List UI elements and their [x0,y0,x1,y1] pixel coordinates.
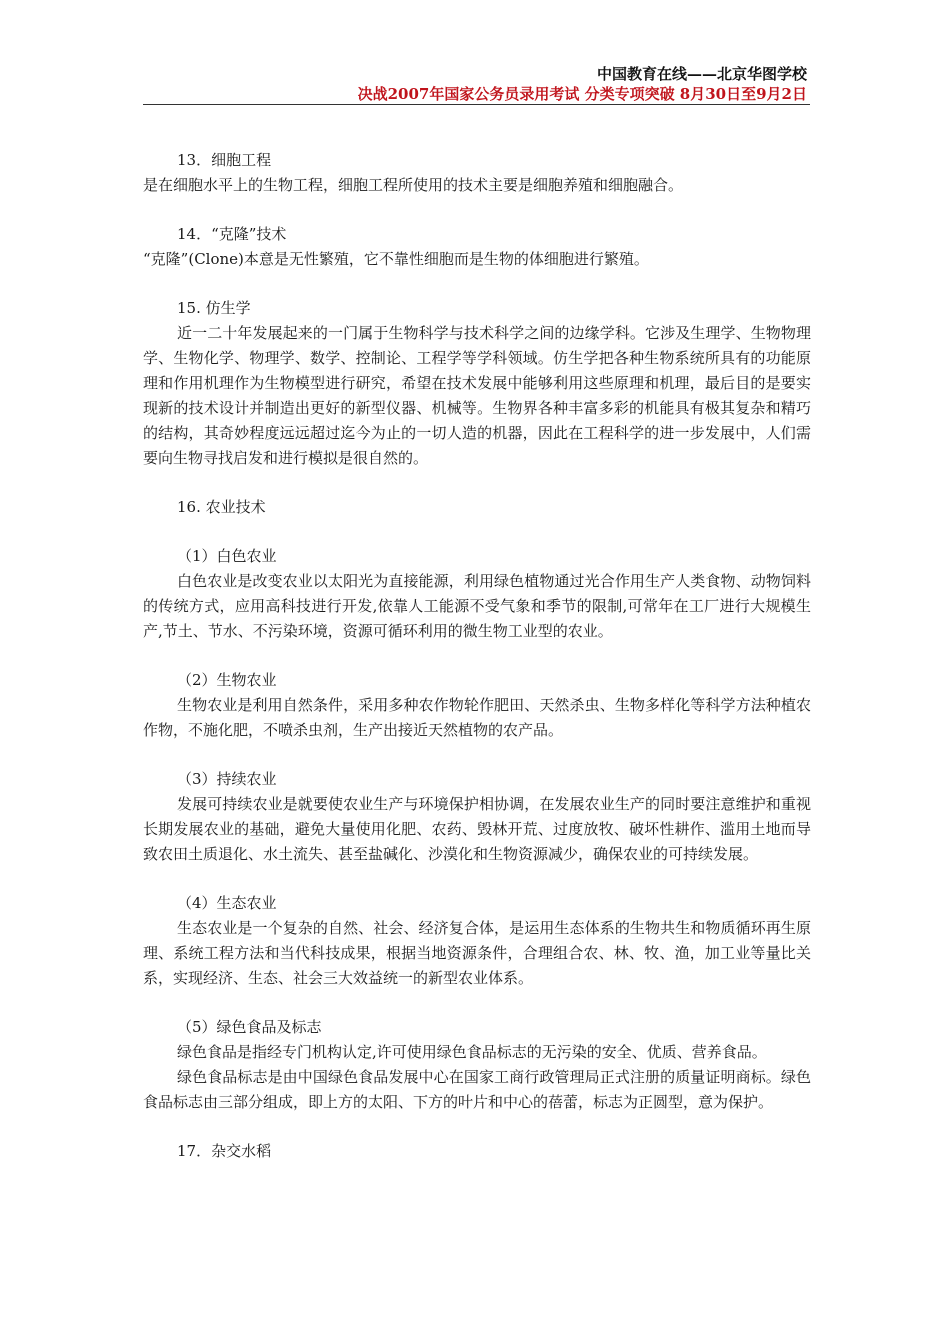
subsection-heading: （5）绿色食品及标志 [177,1018,322,1036]
section-heading: 17．杂交水稻 [177,1142,272,1160]
section-13 [143,148,811,198]
section-14 [143,222,811,272]
subsection-sustainable-agriculture [143,767,811,867]
section-heading: 15. 仿生学 [177,299,251,317]
section-text: 近一二十年发展起来的一门属于生物科学与技术科学之间的边缘学科。它涉及生理学、生物物理学、生物化学、物理学、数学、控制论、工程学等学科领域。仿生学把各种生物系统所具有的功能原理和作用机理作为生物模型进行研究，希望在技术发展中能够利用这些原理和机理，最后目的是要实现新的技术设计并制造出更好的新型仪器、机械等。生物界各种丰富多彩的机能具有极其复杂和精巧的结构，其奇妙程度远远超过迄今为止的一切人造的机器，因此在工程科学的进一步发展中，人们需要向生物寻找启发和进行模拟是很自然的。 [143,324,811,467]
section-16 [143,495,811,520]
header-title: 中国教育在线——北京华图学校 [596,65,807,83]
page-header [143,64,807,104]
section-heading: 13．细胞工程 [177,151,272,169]
subsection-heading: （3）持续农业 [177,770,277,788]
subsection-text: 白色农业是改变农业以太阳光为直接能源，利用绿色植物通过光合作用生产人类食物、动物饲料的传统方式，应用高科技进行开发,依靠人工能源不受气象和季节的限制,可常年在工厂进行大规模生产,节土、节水、不污染环境，资源可循环利用的微生物工业型的农业。 [143,572,811,640]
section-text: 是在细胞水平上的生物工程，细胞工程所使用的技术主要是细胞养殖和细胞融合。 [143,176,684,194]
subsection-heading: （2）生物农业 [177,671,277,689]
section-15 [143,296,811,471]
subsection-text: 绿色食品是指经专门机构认定,许可使用绿色食品标志的无污染的安全、优质、营养食品。 [177,1043,767,1061]
subsection-green-food [143,1015,811,1115]
header-subtitle: 决战2007年国家公务员录用考试 分类专项突破 8月30日至9月2日 [357,85,807,103]
section-heading: 16. 农业技术 [177,498,266,516]
section-text: “克隆”(Clone)本意是无性繁殖，它不靠性细胞而是生物的体细胞进行繁殖。 [143,250,649,268]
subsection-eco-agriculture [143,891,811,991]
subsection-white-agriculture [143,544,811,644]
subsection-text: 生物农业是利用自然条件，采用多种农作物轮作肥田、天然杀虫、生物多样化等科学方法种植农作物，不施化肥，不喷杀虫剂，生产出接近天然植物的农产品。 [143,696,811,739]
subsection-text: 绿色食品标志是由中国绿色食品发展中心在国家工商行政管理局正式注册的质量证明商标。绿色食品标志由三部分组成，即上方的太阳、下方的叶片和中心的蓓蕾，标志为正圆型，意为保护。 [143,1068,811,1111]
subsection-heading: （4）生态农业 [177,894,277,912]
section-17 [143,1139,811,1164]
subsection-text: 发展可持续农业是就要使农业生产与环境保护相协调，在发展农业生产的同时要注意维护和重视长期发展农业的基础，避免大量使用化肥、农药、毁林开荒、过度放牧、破坏性耕作、滥用土地而导致农田土质退化、水土流失、甚至盐碱化、沙漠化和生物资源减少，确保农业的可持续发展。 [143,795,811,863]
header-divider [143,104,810,105]
subsection-heading: （1）白色农业 [177,547,277,565]
subsection-text: 生态农业是一个复杂的自然、社会、经济复合体，是运用生态体系的生物共生和物质循环再生原理、系统工程方法和当代科技成果，根据当地资源条件，合理组合农、林、牧、渔，加工业等量比关系，实现经济、生态、社会三大效益统一的新型农业体系。 [143,919,811,987]
section-heading: 14．“克隆”技术 [177,225,287,243]
document-body [143,148,811,1188]
subsection-bio-agriculture [143,668,811,743]
